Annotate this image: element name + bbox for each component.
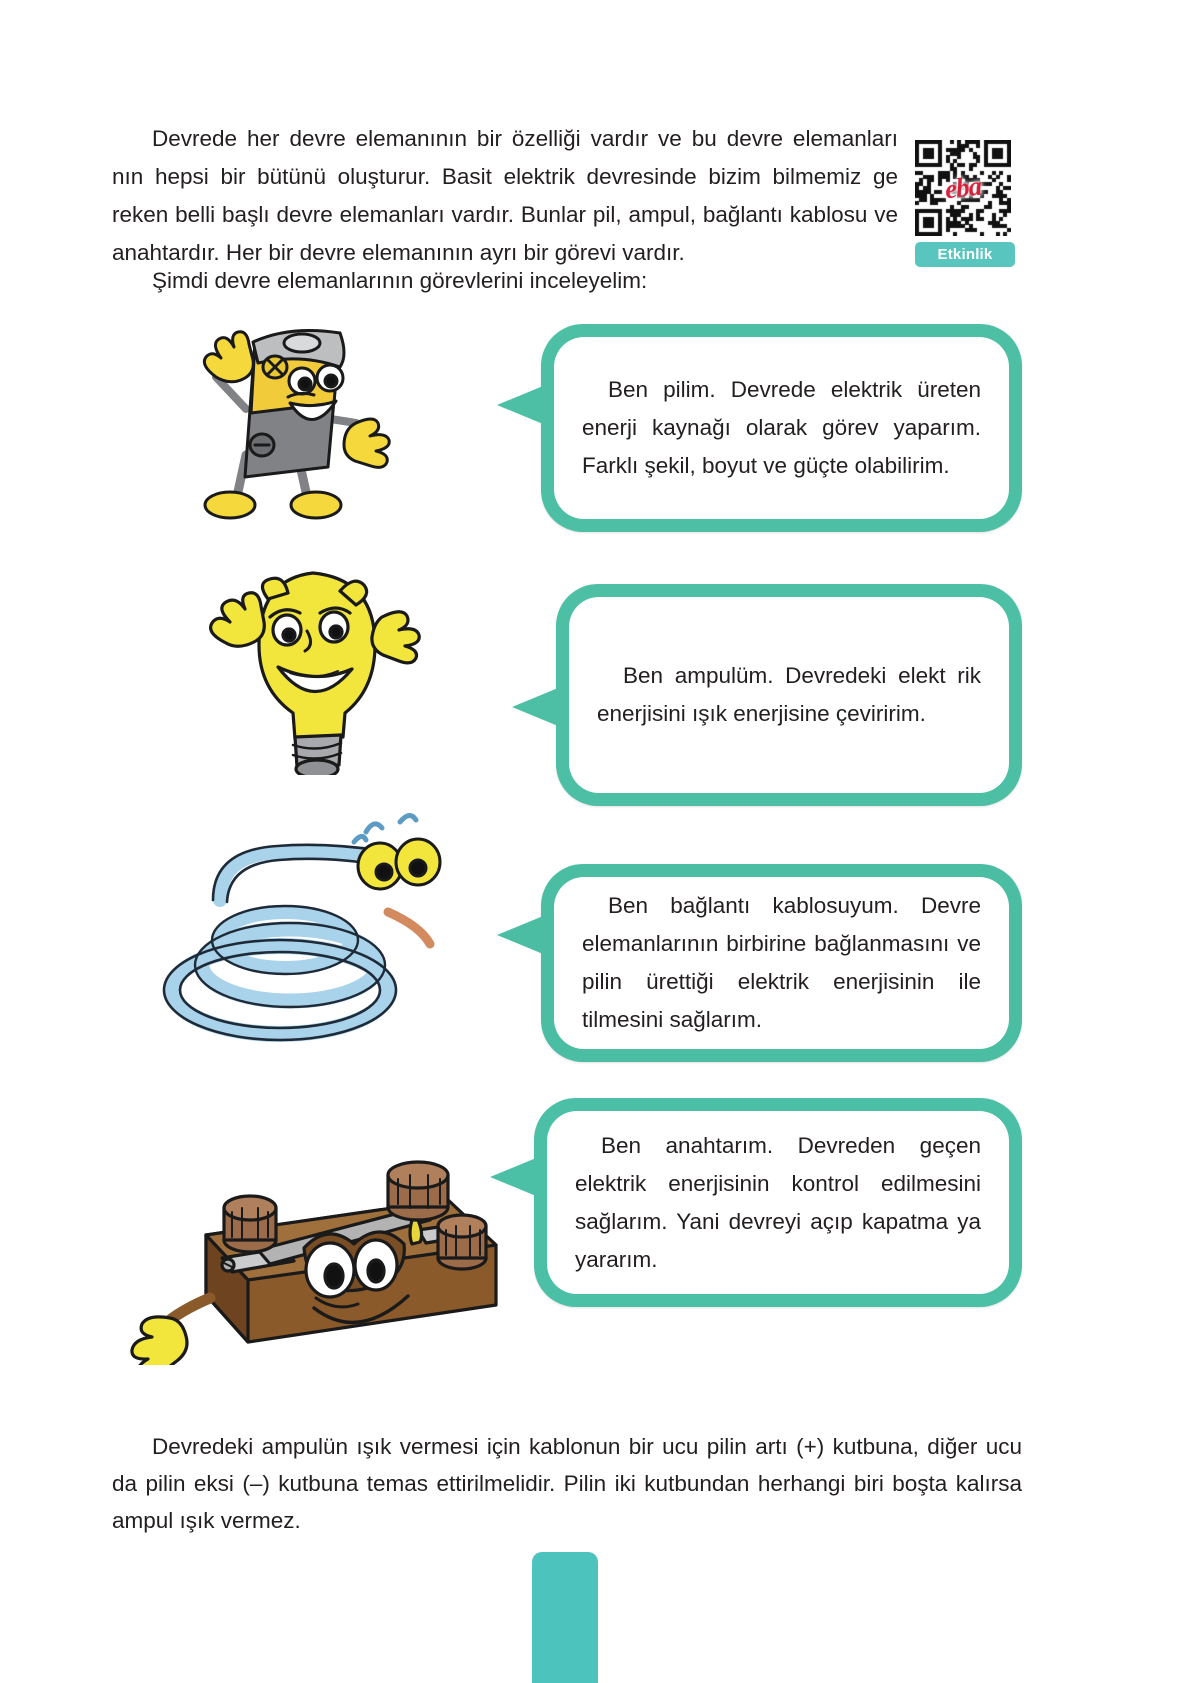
lead-paragraph-text: Şimdi devre elemanlarının görevlerini inceleyelim:	[152, 268, 648, 293]
intro-paragraph	[112, 120, 898, 272]
cable-character	[150, 760, 460, 1050]
qr-code-icon[interactable]	[915, 140, 1011, 236]
bubble-tail-icon	[490, 1158, 536, 1196]
speech-bubble-anahtar-inner	[547, 1111, 1009, 1294]
speech-bubble-anahtar	[534, 1098, 1022, 1307]
speech-bubble-kablo-text: Ben bağlantı kablosuyum. Devre elemanlarının birbirine bağlanmasını ve pilin ürettiği elektrik enerjisinin ile tilmesini sağlarım.	[582, 893, 981, 1032]
battery-character	[150, 305, 440, 530]
bubble-tail-icon	[512, 688, 558, 726]
eba-logo: eba	[943, 170, 983, 205]
switch-character	[118, 1080, 503, 1365]
speech-bubble-pil-text: Ben pilim. Devrede elektrik üreten enerji kaynağı olarak görev yaparım. Farklı şekil, boyut ve güçte olabilirim.	[582, 377, 981, 478]
speech-bubble-pil-inner	[554, 337, 1009, 519]
page-footer-tab	[532, 1552, 598, 1683]
eba-activity-block[interactable]	[915, 140, 1015, 267]
speech-bubble-kablo-inner	[554, 877, 1009, 1049]
closing-paragraph	[112, 1428, 1022, 1539]
bulb-character	[150, 555, 430, 775]
speech-bubble-ampul	[556, 584, 1022, 806]
speech-bubble-ampul-text: Ben ampulüm. Devredeki elekt rik enerjisini ışık enerjisine çeviririm.	[597, 663, 981, 726]
intro-paragraph-text: Devrede her devre elemanının bir özelliği vardır ve bu devre elemanları nın hepsi bir bütünü oluşturur. Basit elektrik devresinde bizim bilmemiz ge reken belli başlı devre elemanları vardır. Bunlar pil, ampul, bağlantı kablosu ve anahtardır. Her bir devre elemanının ayrı bir görevi vardır.	[112, 126, 898, 265]
speech-bubble-ampul-inner	[569, 597, 1009, 793]
lead-paragraph	[112, 262, 812, 300]
speech-bubble-pil	[541, 324, 1022, 532]
closing-paragraph-text: Devredeki ampulün ışık vermesi için kablonun bir ucu pilin artı (+) kutbuna, diğer ucu da pilin eksi (–) kutbuna temas ettirilmelidir. Pilin iki kutbundan herhangi biri boşta kalırsa ampul ışık vermez.	[112, 1434, 1022, 1533]
bubble-tail-icon	[497, 386, 543, 424]
etkinlik-badge[interactable]: Etkinlik	[915, 242, 1015, 267]
speech-bubble-anahtar-text: Ben anahtarım. Devreden geçen elektrik enerjisinin kontrol edilmesini sağlarım. Yani devreyi açıp kapatma ya yararım.	[575, 1132, 981, 1272]
bubble-tail-icon	[497, 916, 543, 954]
speech-bubble-kablo	[541, 864, 1022, 1062]
